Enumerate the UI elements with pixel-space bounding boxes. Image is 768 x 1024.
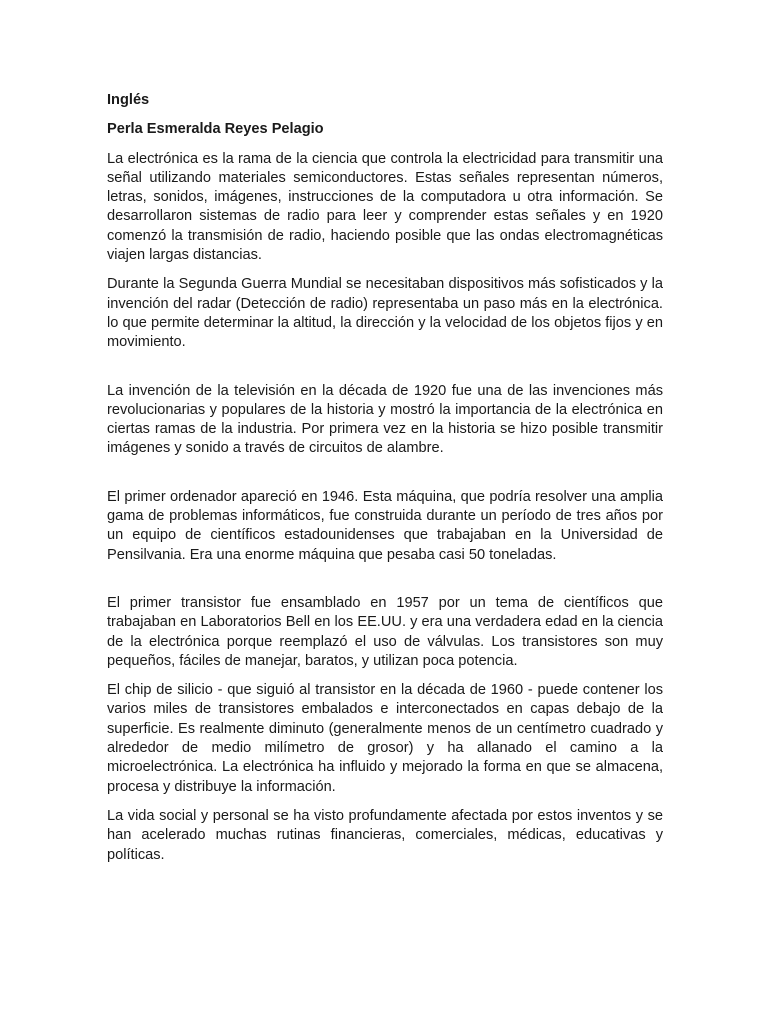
paragraph-computer: El primer ordenador apareció en 1946. Esta máquina, que podría resolver una amplia gama de problemas informáticos, fue construida durante un período de tres años por un equipo de científicos estadounidenses que trabajaban en la Universidad de Pensilvania. Era una enorme máquina que pesaba casi 50 toneladas. — [107, 488, 663, 563]
paragraph-transistor: El primer transistor fue ensamblado en 1957 por un tema de científicos que trabajaban en Laboratorios Bell en los EE.UU. y era una verdadera edad en la ciencia de la electrónica porque reemplazó el uso de válvulas. Los transistores son muy pequeños, fáciles de manejar, baratos, y utilizan poca potencia. — [107, 594, 663, 669]
blank-line — [107, 575, 663, 594]
paragraph-silicon-chip: El chip de silicio - que siguió al transistor en la década de 1960 - puede contener los varios miles de transistores embalados e interconectados en capas debajo de la superficie. Es realmente diminuto (generalmente menos de un centímetro cuadrado y alrededor de medio milímetro de grosor) y ha allanado el camino a la microelectrónica. La electrónica ha influido y mejorado la forma en que se almacena, procesa y distribuye la información. — [107, 682, 663, 795]
document-body — [107, 91, 663, 875]
paragraph-social-impact: La vida social y personal se ha visto profundamente afectada por estos inventos y se han acelerado muchas rutinas financieras, comerciales, médicas, educativas y políticas. — [107, 807, 663, 863]
paragraph-radar: Durante la Segunda Guerra Mundial se necesitaban dispositivos más sofisticados y la invención del radar (Detección de radio) representaba un paso más en la electrónica. lo que permite determinar la altitud, la dirección y la velocidad de los objetos fijos y en movimiento. — [107, 276, 663, 351]
blank-line — [107, 469, 663, 488]
blank-line — [107, 363, 663, 382]
paragraph-electronics-definition: La electrónica es la rama de la ciencia que controla la electricidad para transmitir una señal utilizando materiales semiconductores. Estas señales representan números, letras, sonidos, imágenes, instrucciones de la computadora u otra información. Se desarrollaron sistemas de radio para leer y comprender estas señales y en 1920 comenzó la transmisión de radio, haciendo posible que las ondas electromagnéticas viajen largas distancias. — [107, 150, 663, 264]
paragraph-television: La invención de la televisión en la década de 1920 fue una de las invenciones más revolucionarias y populares de la historia y mostró la importancia de la electrónica en ciertas ramas de la industria. Por primera vez en la historia se hizo posible transmitir imágenes y sonido a través de circuitos de alambre. — [107, 382, 663, 457]
document-subject: Inglés — [107, 92, 150, 108]
document-author: Perla Esmeralda Reyes Pelagio — [107, 121, 324, 138]
